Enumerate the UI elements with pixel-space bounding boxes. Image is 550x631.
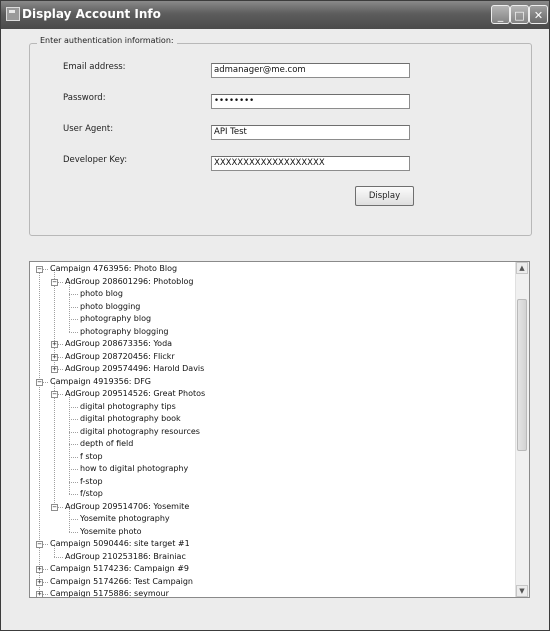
minimize-button[interactable]: _	[491, 5, 510, 24]
tree-connector-line	[69, 469, 78, 470]
tree-node-keyword[interactable]: Yosemite photography	[80, 514, 170, 523]
scroll-down-arrow-icon[interactable]: ▼	[516, 585, 528, 597]
tree-connector-line	[69, 332, 78, 333]
tree-node-keyword[interactable]: photography blog	[80, 314, 152, 323]
tree-connector-line	[69, 294, 78, 295]
tree-node-adgroup[interactable]: AdGroup 208720456: Flickr	[65, 351, 175, 361]
title-bar[interactable]	[1, 1, 549, 29]
tree-node-adgroup[interactable]: AdGroup 210253186: Brainiac	[65, 551, 186, 561]
collapse-icon[interactable]: −	[52, 390, 57, 398]
tree-node-keyword[interactable]: f-stop	[80, 476, 103, 486]
window-client-area	[4, 30, 546, 627]
collapse-icon[interactable]: −	[37, 265, 42, 273]
authentication-groupbox	[29, 36, 532, 236]
groupbox-label: Enter authentication information:	[37, 36, 177, 45]
collapse-icon[interactable]: −	[52, 502, 57, 511]
scrollbar-thumb[interactable]	[517, 299, 527, 451]
tree-connector-line	[54, 557, 63, 558]
tree-node-keyword[interactable]: digital photography resources	[80, 426, 200, 436]
tree-connector-line	[39, 269, 40, 382]
tree-node-campaign[interactable]: Campaign 5174266: Test Campaign	[50, 576, 193, 586]
tree-node-keyword[interactable]: f stop	[80, 451, 103, 461]
tree-connector-line	[69, 432, 78, 433]
developer-key-field[interactable]: XXXXXXXXXXXXXXXXXXX	[211, 156, 410, 171]
tree-connector-line	[39, 382, 40, 545]
tree-connector-line	[69, 482, 78, 483]
tree-vertical-scrollbar[interactable]	[515, 262, 529, 597]
tree-node-campaign[interactable]: Campaign 4763956: Photo Blog	[50, 264, 178, 273]
email-label: Email address:	[63, 62, 126, 72]
window-icon[interactable]	[6, 7, 20, 21]
tree-node-adgroup[interactable]: AdGroup 208673356: Yoda	[65, 339, 173, 348]
tree-connector-line	[69, 519, 78, 520]
tree-node-keyword[interactable]: photo blog	[80, 289, 123, 298]
window-title: Display Account Info	[22, 7, 161, 21]
collapse-icon[interactable]: −	[37, 540, 42, 548]
tree-node-adgroup[interactable]: AdGroup 209514706: Yosemite	[65, 501, 190, 511]
expand-icon[interactable]: +	[37, 565, 42, 573]
scroll-up-arrow-icon[interactable]: ▲	[516, 262, 528, 274]
tree-connector-line	[69, 532, 78, 533]
tree-connector-line	[69, 419, 78, 420]
tree-node-keyword[interactable]: how to digital photography	[80, 464, 189, 473]
tree-node-keyword[interactable]: photography blogging	[80, 326, 169, 336]
tree-node-keyword[interactable]: photo blogging	[80, 301, 141, 311]
tree-node-keyword[interactable]: f/stop	[80, 489, 103, 498]
tree-node-adgroup[interactable]: AdGroup 208601296: Photoblog	[65, 276, 194, 286]
display-button[interactable]: Display	[355, 186, 414, 206]
tree-connector-line	[69, 319, 78, 320]
tree-connector-line	[54, 382, 55, 507]
expand-icon[interactable]: +	[52, 352, 57, 361]
collapse-icon[interactable]: −	[37, 377, 42, 386]
user-agent-field[interactable]: API Test	[211, 125, 410, 140]
tree-node-adgroup[interactable]: AdGroup 209574496: Harold Davis	[65, 364, 205, 373]
tree-connector-line	[69, 307, 78, 308]
tree-connector-line	[69, 494, 78, 495]
tree-connector-line	[69, 444, 78, 445]
collapse-icon[interactable]: −	[52, 277, 57, 286]
expand-icon[interactable]: +	[52, 340, 57, 348]
tree-node-campaign[interactable]: Campaign 5175886: seymour	[50, 589, 169, 598]
tree-node-keyword[interactable]: digital photography book	[80, 414, 181, 423]
tree-node-keyword[interactable]: Yosemite photo	[80, 526, 142, 536]
tree-node-keyword[interactable]: digital photography tips	[80, 401, 176, 411]
tree-node-campaign[interactable]: Campaign 5090446: site target #1	[50, 539, 190, 548]
email-field[interactable]: admanager@me.com	[211, 63, 410, 78]
tree-node-keyword[interactable]: depth of field	[80, 439, 134, 448]
expand-icon[interactable]: +	[37, 577, 42, 586]
tree-node-campaign[interactable]: Campaign 4919356: DFG	[50, 376, 152, 386]
tree-connector-line	[69, 457, 78, 458]
password-label: Password:	[63, 93, 106, 103]
close-button[interactable]: ✕	[529, 5, 548, 24]
expand-icon[interactable]: +	[52, 365, 57, 373]
expand-icon[interactable]: +	[37, 590, 42, 598]
user-agent-label: User Agent:	[63, 124, 114, 134]
maximize-button[interactable]: □	[510, 5, 529, 24]
password-field[interactable]: ••••••••	[211, 94, 410, 109]
tree-node-campaign[interactable]: Campaign 5174236: Campaign #9	[50, 564, 190, 573]
developer-key-label: Developer Key:	[63, 155, 128, 165]
tree-connector-line	[69, 407, 78, 408]
tree-node-adgroup[interactable]: AdGroup 209514526: Great Photos	[65, 389, 206, 398]
account-tree-view[interactable]	[29, 261, 530, 598]
